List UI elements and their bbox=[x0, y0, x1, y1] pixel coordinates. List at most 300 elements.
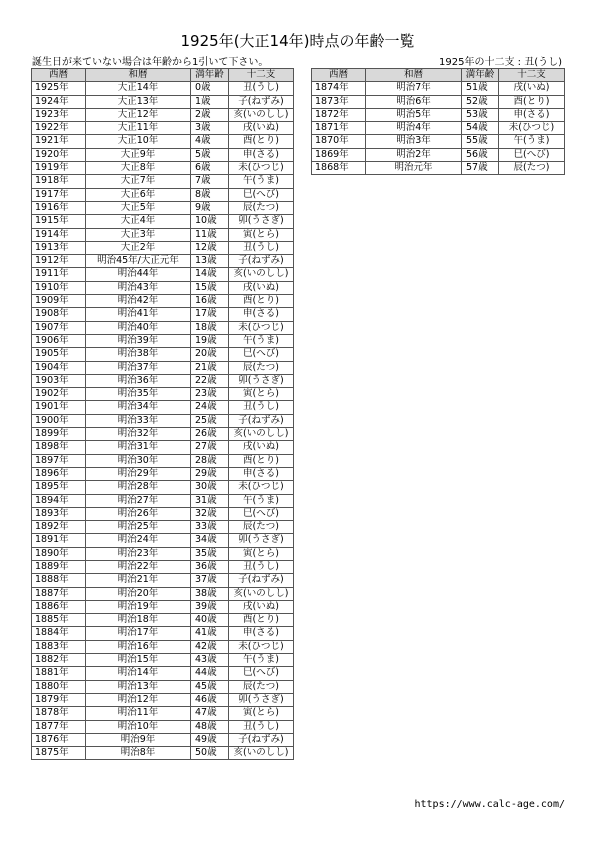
wareki-cell: 明治15年 bbox=[86, 654, 191, 667]
site-url[interactable]: https://www.calc-age.com/ bbox=[414, 799, 565, 810]
header-seireki: 西暦 bbox=[312, 69, 366, 82]
wareki-cell: 大正7年 bbox=[86, 175, 191, 188]
table-row bbox=[32, 135, 294, 148]
wareki-cell: 明治40年 bbox=[86, 321, 191, 334]
table-row bbox=[32, 720, 294, 733]
seireki-cell: 1882年 bbox=[32, 654, 86, 667]
table-row bbox=[32, 481, 294, 494]
wareki-cell: 明治27年 bbox=[86, 494, 191, 507]
seireki-cell: 1906年 bbox=[32, 334, 86, 347]
eto-cell: 卯(うさぎ) bbox=[229, 215, 294, 228]
seireki-cell: 1886年 bbox=[32, 600, 86, 613]
seireki-cell: 1914年 bbox=[32, 228, 86, 241]
eto-cell: 丑(うし) bbox=[229, 401, 294, 414]
year-eto-note: 1925年の十二支 : 丑(うし) bbox=[439, 57, 562, 68]
age-cell: 55歳 bbox=[462, 135, 499, 148]
table-row bbox=[32, 680, 294, 693]
table-row bbox=[32, 707, 294, 720]
seireki-cell: 1900年 bbox=[32, 414, 86, 427]
eto-cell: 午(うま) bbox=[229, 175, 294, 188]
wareki-cell: 明治21年 bbox=[86, 574, 191, 587]
page-title: 1925年(大正14年)時点の年齢一覧 bbox=[180, 32, 415, 50]
seireki-cell: 1869年 bbox=[312, 148, 366, 161]
age-cell: 43歳 bbox=[191, 654, 229, 667]
age-cell: 33歳 bbox=[191, 521, 229, 534]
eto-cell: 申(さる) bbox=[229, 627, 294, 640]
header-wareki: 和暦 bbox=[86, 69, 191, 82]
age-cell: 23歳 bbox=[191, 388, 229, 401]
seireki-cell: 1910年 bbox=[32, 281, 86, 294]
age-cell: 30歳 bbox=[191, 481, 229, 494]
seireki-cell: 1888年 bbox=[32, 574, 86, 587]
wareki-cell: 明治16年 bbox=[86, 640, 191, 653]
seireki-cell: 1897年 bbox=[32, 454, 86, 467]
seireki-cell: 1894年 bbox=[32, 494, 86, 507]
table-row bbox=[312, 135, 565, 148]
table-row bbox=[32, 308, 294, 321]
eto-cell: 午(うま) bbox=[229, 494, 294, 507]
age-cell: 6歳 bbox=[191, 162, 229, 175]
age-cell: 27歳 bbox=[191, 441, 229, 454]
table-row bbox=[32, 587, 294, 600]
wareki-cell: 大正10年 bbox=[86, 135, 191, 148]
eto-cell: 申(さる) bbox=[229, 308, 294, 321]
table-row bbox=[32, 295, 294, 308]
eto-cell: 午(うま) bbox=[229, 334, 294, 347]
wareki-cell: 大正11年 bbox=[86, 122, 191, 135]
age-cell: 41歳 bbox=[191, 627, 229, 640]
seireki-cell: 1908年 bbox=[32, 308, 86, 321]
age-cell: 36歳 bbox=[191, 560, 229, 573]
age-cell: 22歳 bbox=[191, 374, 229, 387]
eto-cell: 酉(とり) bbox=[229, 454, 294, 467]
birthday-note: 誕生日が来ていない場合は年齢から1引いて下さい。 bbox=[32, 57, 269, 68]
seireki-cell: 1923年 bbox=[32, 108, 86, 121]
seireki-cell: 1904年 bbox=[32, 361, 86, 374]
wareki-cell: 明治14年 bbox=[86, 667, 191, 680]
age-cell: 28歳 bbox=[191, 454, 229, 467]
table-row bbox=[32, 334, 294, 347]
age-cell: 29歳 bbox=[191, 467, 229, 480]
eto-cell: 未(ひつじ) bbox=[229, 321, 294, 334]
seireki-cell: 1878年 bbox=[32, 707, 86, 720]
seireki-cell: 1912年 bbox=[32, 255, 86, 268]
seireki-cell: 1915年 bbox=[32, 215, 86, 228]
eto-cell: 丑(うし) bbox=[229, 720, 294, 733]
table-row bbox=[32, 348, 294, 361]
wareki-cell: 明治22年 bbox=[86, 560, 191, 573]
wareki-cell: 明治42年 bbox=[86, 295, 191, 308]
age-cell: 40歳 bbox=[191, 614, 229, 627]
header-eto: 十二支 bbox=[499, 69, 565, 82]
eto-cell: 亥(いのしし) bbox=[229, 747, 294, 760]
age-cell: 51歳 bbox=[462, 82, 499, 95]
wareki-cell: 明治41年 bbox=[86, 308, 191, 321]
age-cell: 8歳 bbox=[191, 188, 229, 201]
wareki-cell: 明治8年 bbox=[86, 747, 191, 760]
eto-cell: 亥(いのしし) bbox=[229, 108, 294, 121]
table-row bbox=[32, 188, 294, 201]
age-cell: 19歳 bbox=[191, 334, 229, 347]
wareki-cell: 大正2年 bbox=[86, 241, 191, 254]
table-row bbox=[32, 521, 294, 534]
seireki-cell: 1920年 bbox=[32, 148, 86, 161]
eto-cell: 申(さる) bbox=[229, 148, 294, 161]
table-row bbox=[32, 747, 294, 760]
table-header-row bbox=[32, 69, 294, 82]
wareki-cell: 明治23年 bbox=[86, 547, 191, 560]
age-cell: 44歳 bbox=[191, 667, 229, 680]
seireki-cell: 1922年 bbox=[32, 122, 86, 135]
table-row bbox=[32, 654, 294, 667]
age-cell: 38歳 bbox=[191, 587, 229, 600]
seireki-cell: 1909年 bbox=[32, 295, 86, 308]
age-cell: 1歳 bbox=[191, 95, 229, 108]
eto-cell: 未(ひつじ) bbox=[229, 162, 294, 175]
seireki-cell: 1917年 bbox=[32, 188, 86, 201]
wareki-cell: 大正6年 bbox=[86, 188, 191, 201]
table-row bbox=[32, 507, 294, 520]
seireki-cell: 1892年 bbox=[32, 521, 86, 534]
table-row bbox=[32, 454, 294, 467]
table-row bbox=[32, 281, 294, 294]
eto-cell: 申(さる) bbox=[499, 108, 565, 121]
age-cell: 9歳 bbox=[191, 201, 229, 214]
wareki-cell: 明治37年 bbox=[86, 361, 191, 374]
wareki-cell: 明治11年 bbox=[86, 707, 191, 720]
eto-cell: 辰(たつ) bbox=[229, 361, 294, 374]
table-row bbox=[32, 494, 294, 507]
seireki-cell: 1896年 bbox=[32, 467, 86, 480]
age-cell: 34歳 bbox=[191, 534, 229, 547]
age-cell: 15歳 bbox=[191, 281, 229, 294]
wareki-cell: 明治24年 bbox=[86, 534, 191, 547]
table-row bbox=[32, 401, 294, 414]
table-row bbox=[32, 467, 294, 480]
age-cell: 13歳 bbox=[191, 255, 229, 268]
wareki-cell: 明治25年 bbox=[86, 521, 191, 534]
table-row bbox=[312, 122, 565, 135]
age-cell: 47歳 bbox=[191, 707, 229, 720]
age-cell: 31歳 bbox=[191, 494, 229, 507]
eto-cell: 辰(たつ) bbox=[229, 680, 294, 693]
age-cell: 2歳 bbox=[191, 108, 229, 121]
age-table-right bbox=[311, 68, 565, 175]
age-cell: 26歳 bbox=[191, 428, 229, 441]
wareki-cell: 明治元年 bbox=[366, 162, 462, 175]
table-row bbox=[312, 82, 565, 95]
eto-cell: 辰(たつ) bbox=[499, 162, 565, 175]
wareki-cell: 明治43年 bbox=[86, 281, 191, 294]
eto-cell: 寅(とら) bbox=[229, 707, 294, 720]
table-row bbox=[32, 95, 294, 108]
age-cell: 21歳 bbox=[191, 361, 229, 374]
seireki-cell: 1873年 bbox=[312, 95, 366, 108]
age-cell: 10歳 bbox=[191, 215, 229, 228]
age-cell: 32歳 bbox=[191, 507, 229, 520]
seireki-cell: 1874年 bbox=[312, 82, 366, 95]
header-age: 満年齢 bbox=[462, 69, 499, 82]
age-cell: 20歳 bbox=[191, 348, 229, 361]
seireki-cell: 1919年 bbox=[32, 162, 86, 175]
wareki-cell: 明治34年 bbox=[86, 401, 191, 414]
header-age: 満年齢 bbox=[191, 69, 229, 82]
age-cell: 48歳 bbox=[191, 720, 229, 733]
age-cell: 4歳 bbox=[191, 135, 229, 148]
seireki-cell: 1916年 bbox=[32, 201, 86, 214]
eto-cell: 子(ねずみ) bbox=[229, 414, 294, 427]
table-row bbox=[32, 255, 294, 268]
table-row bbox=[32, 414, 294, 427]
age-cell: 16歳 bbox=[191, 295, 229, 308]
wareki-cell: 明治3年 bbox=[366, 135, 462, 148]
table-row bbox=[32, 441, 294, 454]
eto-cell: 午(うま) bbox=[499, 135, 565, 148]
eto-cell: 子(ねずみ) bbox=[229, 95, 294, 108]
table-row bbox=[32, 374, 294, 387]
age-cell: 49歳 bbox=[191, 733, 229, 746]
table-row bbox=[32, 241, 294, 254]
table-row bbox=[32, 215, 294, 228]
age-cell: 35歳 bbox=[191, 547, 229, 560]
seireki-cell: 1890年 bbox=[32, 547, 86, 560]
wareki-cell: 大正9年 bbox=[86, 148, 191, 161]
table-row bbox=[312, 148, 565, 161]
wareki-cell: 明治39年 bbox=[86, 334, 191, 347]
seireki-cell: 1876年 bbox=[32, 733, 86, 746]
wareki-cell: 明治33年 bbox=[86, 414, 191, 427]
wareki-cell: 明治10年 bbox=[86, 720, 191, 733]
wareki-cell: 明治28年 bbox=[86, 481, 191, 494]
wareki-cell: 明治18年 bbox=[86, 614, 191, 627]
eto-cell: 戌(いぬ) bbox=[229, 441, 294, 454]
age-cell: 11歳 bbox=[191, 228, 229, 241]
table-row bbox=[32, 627, 294, 640]
wareki-cell: 明治44年 bbox=[86, 268, 191, 281]
seireki-cell: 1880年 bbox=[32, 680, 86, 693]
table-row bbox=[32, 321, 294, 334]
wareki-cell: 明治19年 bbox=[86, 600, 191, 613]
eto-cell: 戌(いぬ) bbox=[229, 600, 294, 613]
age-cell: 39歳 bbox=[191, 600, 229, 613]
eto-cell: 未(ひつじ) bbox=[499, 122, 565, 135]
age-cell: 5歳 bbox=[191, 148, 229, 161]
wareki-cell: 明治35年 bbox=[86, 388, 191, 401]
age-cell: 45歳 bbox=[191, 680, 229, 693]
seireki-cell: 1885年 bbox=[32, 614, 86, 627]
wareki-cell: 明治31年 bbox=[86, 441, 191, 454]
table-row bbox=[32, 693, 294, 706]
table-row bbox=[32, 228, 294, 241]
table-row bbox=[312, 108, 565, 121]
wareki-cell: 明治45年/大正元年 bbox=[86, 255, 191, 268]
wareki-cell: 明治20年 bbox=[86, 587, 191, 600]
wareki-cell: 明治38年 bbox=[86, 348, 191, 361]
wareki-cell: 大正4年 bbox=[86, 215, 191, 228]
age-cell: 24歳 bbox=[191, 401, 229, 414]
table-row bbox=[32, 428, 294, 441]
table-header-row bbox=[312, 69, 565, 82]
header-eto: 十二支 bbox=[229, 69, 294, 82]
seireki-cell: 1911年 bbox=[32, 268, 86, 281]
header-seireki: 西暦 bbox=[32, 69, 86, 82]
age-cell: 46歳 bbox=[191, 693, 229, 706]
wareki-cell: 明治13年 bbox=[86, 680, 191, 693]
eto-cell: 辰(たつ) bbox=[229, 201, 294, 214]
table-row bbox=[32, 574, 294, 587]
table-row bbox=[32, 560, 294, 573]
table-row bbox=[32, 388, 294, 401]
seireki-cell: 1903年 bbox=[32, 374, 86, 387]
seireki-cell: 1924年 bbox=[32, 95, 86, 108]
seireki-cell: 1913年 bbox=[32, 241, 86, 254]
eto-cell: 卯(うさぎ) bbox=[229, 693, 294, 706]
eto-cell: 卯(うさぎ) bbox=[229, 374, 294, 387]
table-row bbox=[32, 122, 294, 135]
age-cell: 54歳 bbox=[462, 122, 499, 135]
seireki-cell: 1925年 bbox=[32, 82, 86, 95]
eto-cell: 丑(うし) bbox=[229, 560, 294, 573]
table-row bbox=[32, 82, 294, 95]
wareki-cell: 大正8年 bbox=[86, 162, 191, 175]
eto-cell: 亥(いのしし) bbox=[229, 587, 294, 600]
wareki-cell: 明治17年 bbox=[86, 627, 191, 640]
table-row bbox=[32, 201, 294, 214]
wareki-cell: 大正3年 bbox=[86, 228, 191, 241]
age-cell: 25歳 bbox=[191, 414, 229, 427]
eto-cell: 丑(うし) bbox=[229, 241, 294, 254]
age-cell: 0歳 bbox=[191, 82, 229, 95]
table-row bbox=[32, 108, 294, 121]
age-cell: 50歳 bbox=[191, 747, 229, 760]
eto-cell: 巳(へび) bbox=[229, 188, 294, 201]
seireki-cell: 1870年 bbox=[312, 135, 366, 148]
table-row bbox=[32, 640, 294, 653]
seireki-cell: 1883年 bbox=[32, 640, 86, 653]
age-cell: 37歳 bbox=[191, 574, 229, 587]
table-row bbox=[32, 148, 294, 161]
seireki-cell: 1875年 bbox=[32, 747, 86, 760]
age-cell: 14歳 bbox=[191, 268, 229, 281]
age-cell: 12歳 bbox=[191, 241, 229, 254]
table-row bbox=[32, 361, 294, 374]
table-row bbox=[312, 162, 565, 175]
eto-cell: 酉(とり) bbox=[229, 295, 294, 308]
wareki-cell: 明治4年 bbox=[366, 122, 462, 135]
seireki-cell: 1871年 bbox=[312, 122, 366, 135]
eto-cell: 酉(とり) bbox=[229, 614, 294, 627]
eto-cell: 酉(とり) bbox=[229, 135, 294, 148]
eto-cell: 丑(うし) bbox=[229, 82, 294, 95]
wareki-cell: 明治29年 bbox=[86, 467, 191, 480]
eto-cell: 巳(へび) bbox=[229, 667, 294, 680]
eto-cell: 午(うま) bbox=[229, 654, 294, 667]
seireki-cell: 1921年 bbox=[32, 135, 86, 148]
wareki-cell: 明治12年 bbox=[86, 693, 191, 706]
seireki-cell: 1891年 bbox=[32, 534, 86, 547]
header-wareki: 和暦 bbox=[366, 69, 462, 82]
eto-cell: 子(ねずみ) bbox=[229, 574, 294, 587]
seireki-cell: 1889年 bbox=[32, 560, 86, 573]
eto-cell: 戌(いぬ) bbox=[499, 82, 565, 95]
wareki-cell: 明治6年 bbox=[366, 95, 462, 108]
eto-cell: 巳(へび) bbox=[229, 507, 294, 520]
eto-cell: 卯(うさぎ) bbox=[229, 534, 294, 547]
eto-cell: 酉(とり) bbox=[499, 95, 565, 108]
wareki-cell: 明治26年 bbox=[86, 507, 191, 520]
seireki-cell: 1918年 bbox=[32, 175, 86, 188]
table-row bbox=[32, 600, 294, 613]
seireki-cell: 1898年 bbox=[32, 441, 86, 454]
table-row bbox=[32, 733, 294, 746]
seireki-cell: 1893年 bbox=[32, 507, 86, 520]
eto-cell: 寅(とら) bbox=[229, 388, 294, 401]
seireki-cell: 1868年 bbox=[312, 162, 366, 175]
table-row bbox=[32, 162, 294, 175]
age-cell: 18歳 bbox=[191, 321, 229, 334]
eto-cell: 子(ねずみ) bbox=[229, 255, 294, 268]
seireki-cell: 1881年 bbox=[32, 667, 86, 680]
seireki-cell: 1907年 bbox=[32, 321, 86, 334]
seireki-cell: 1895年 bbox=[32, 481, 86, 494]
seireki-cell: 1899年 bbox=[32, 428, 86, 441]
eto-cell: 未(ひつじ) bbox=[229, 481, 294, 494]
eto-cell: 寅(とら) bbox=[229, 228, 294, 241]
eto-cell: 寅(とら) bbox=[229, 547, 294, 560]
eto-cell: 巳(へび) bbox=[499, 148, 565, 161]
age-cell: 7歳 bbox=[191, 175, 229, 188]
wareki-cell: 明治9年 bbox=[86, 733, 191, 746]
table-row bbox=[32, 175, 294, 188]
seireki-cell: 1877年 bbox=[32, 720, 86, 733]
seireki-cell: 1887年 bbox=[32, 587, 86, 600]
wareki-cell: 明治2年 bbox=[366, 148, 462, 161]
wareki-cell: 大正5年 bbox=[86, 201, 191, 214]
seireki-cell: 1879年 bbox=[32, 693, 86, 706]
wareki-cell: 明治30年 bbox=[86, 454, 191, 467]
table-row bbox=[32, 547, 294, 560]
age-cell: 17歳 bbox=[191, 308, 229, 321]
table-row bbox=[312, 95, 565, 108]
seireki-cell: 1901年 bbox=[32, 401, 86, 414]
eto-cell: 未(ひつじ) bbox=[229, 640, 294, 653]
eto-cell: 子(ねずみ) bbox=[229, 733, 294, 746]
seireki-cell: 1902年 bbox=[32, 388, 86, 401]
wareki-cell: 明治7年 bbox=[366, 82, 462, 95]
eto-cell: 巳(へび) bbox=[229, 348, 294, 361]
age-table-left bbox=[31, 68, 294, 760]
wareki-cell: 明治5年 bbox=[366, 108, 462, 121]
table-row bbox=[32, 268, 294, 281]
wareki-cell: 大正14年 bbox=[86, 82, 191, 95]
wareki-cell: 大正13年 bbox=[86, 95, 191, 108]
wareki-cell: 大正12年 bbox=[86, 108, 191, 121]
eto-cell: 亥(いのしし) bbox=[229, 268, 294, 281]
seireki-cell: 1884年 bbox=[32, 627, 86, 640]
table-row bbox=[32, 614, 294, 627]
seireki-cell: 1872年 bbox=[312, 108, 366, 121]
eto-cell: 戌(いぬ) bbox=[229, 281, 294, 294]
eto-cell: 申(さる) bbox=[229, 467, 294, 480]
eto-cell: 戌(いぬ) bbox=[229, 122, 294, 135]
age-cell: 53歳 bbox=[462, 108, 499, 121]
eto-cell: 辰(たつ) bbox=[229, 521, 294, 534]
age-cell: 3歳 bbox=[191, 122, 229, 135]
seireki-cell: 1905年 bbox=[32, 348, 86, 361]
table-row bbox=[32, 534, 294, 547]
age-cell: 57歳 bbox=[462, 162, 499, 175]
eto-cell: 亥(いのしし) bbox=[229, 428, 294, 441]
